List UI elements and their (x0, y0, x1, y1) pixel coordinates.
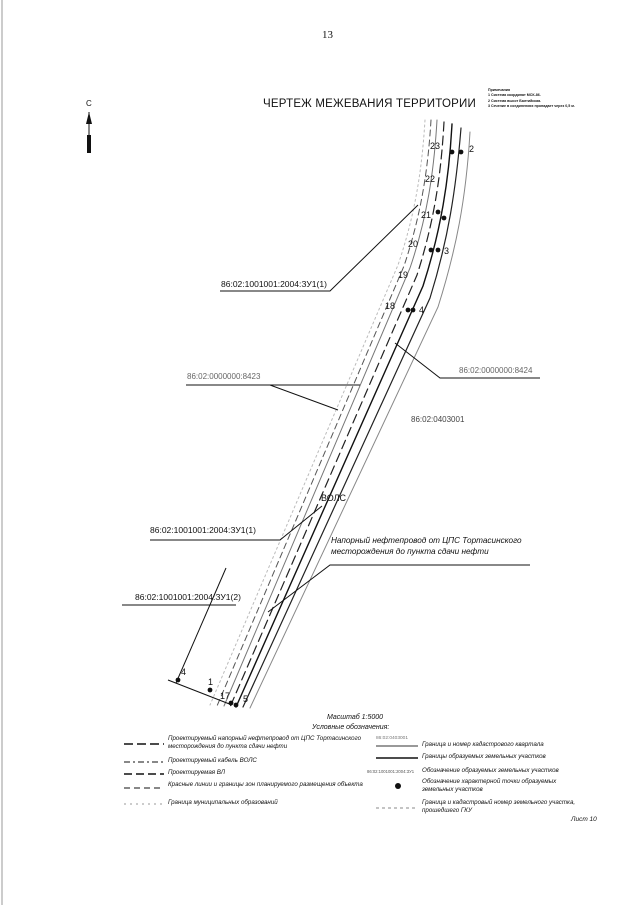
sheet-number: Лист 10 (571, 816, 597, 823)
pipeline-label: Напорный нефтепровод от ЦПС Тортасинского месторождения до пункта сдачи нефти (331, 536, 522, 556)
page-number: 13 (322, 29, 333, 41)
point-number: 4 (181, 667, 187, 677)
cadastral-label: 86:02:0000000:8423 (187, 372, 261, 381)
point-number: 17 (220, 691, 231, 701)
legend-item: Проектируемый напорный нефтепровод от ЦПС Тортасинского месторождения до пункта сдачи нефти (168, 735, 362, 750)
legend-item: Проектируемый кабель ВОЛС (168, 757, 257, 764)
legend-item: Проектируемая ВЛ (168, 769, 226, 776)
point-number: 22 (425, 174, 436, 184)
north-label: С (86, 99, 92, 108)
point-number: 21 (421, 210, 432, 220)
point-number: 4 (419, 305, 425, 315)
point-number: 1 (208, 677, 214, 687)
corridor-lines (210, 120, 470, 708)
north-arrow-icon (86, 112, 92, 153)
note-item: 2 Система высот Балтийская. (488, 98, 542, 103)
parcel-corner (168, 568, 232, 705)
note-item: 1 Система координат МСК-86. (488, 93, 541, 98)
point-number: 5 (243, 694, 249, 704)
point-number: 2 (469, 144, 475, 154)
point-number: 3 (444, 246, 450, 256)
notes-block (488, 88, 575, 110)
legend-item: Граница муниципальных образований (168, 799, 278, 806)
point-number: 20 (408, 239, 419, 249)
cadastral-label: 86:02:0000000:8424 (459, 366, 533, 375)
note-item: 3 Сечение в соединениях пропадает через 0,5 м. (488, 104, 575, 109)
legend-item: Обозначение образуемых земельных участков (422, 767, 559, 774)
scale-label: Масштаб 1:5000 (327, 714, 384, 721)
legend-sample-label: 86:02:1001001:2004:ЗУ1 (367, 769, 415, 774)
legend-item: Обозначение характерной точки образуемых земельных участков (422, 778, 557, 793)
point-number: 19 (398, 270, 409, 280)
legend-title: Условные обозначения: (312, 724, 390, 731)
legend-sample-label: 86:02:0403001 (376, 736, 409, 741)
parcel-label: 86:02:1001001:2004:ЗУ1(1) (221, 279, 327, 289)
vols-label: ВОЛС (321, 493, 347, 503)
legend-item: Границы образуемых земельных участков (422, 753, 546, 760)
parcel-label: 86:02:1001001:2004:ЗУ1(2) (135, 592, 241, 602)
parcel-label: 86:02:1001001:2004:ЗУ1(1) (150, 525, 256, 535)
legend-item: Красные линии и границы зон планируемого размещения объекта (168, 781, 363, 788)
drawing-title: ЧЕРТЕЖ МЕЖЕВАНИЯ ТЕРРИТОРИИ (263, 98, 476, 110)
point-number: 23 (430, 141, 441, 151)
point-number: 18 (385, 301, 396, 311)
legend-item: Граница и кадастровый номер земельного участка, прошедшего ГКУ (422, 799, 576, 814)
quarter-label: 86:02:0403001 (411, 415, 465, 424)
legend-item: Граница и номер кадастрового квартала (422, 741, 544, 748)
notes-heading: Примечания (488, 88, 511, 92)
